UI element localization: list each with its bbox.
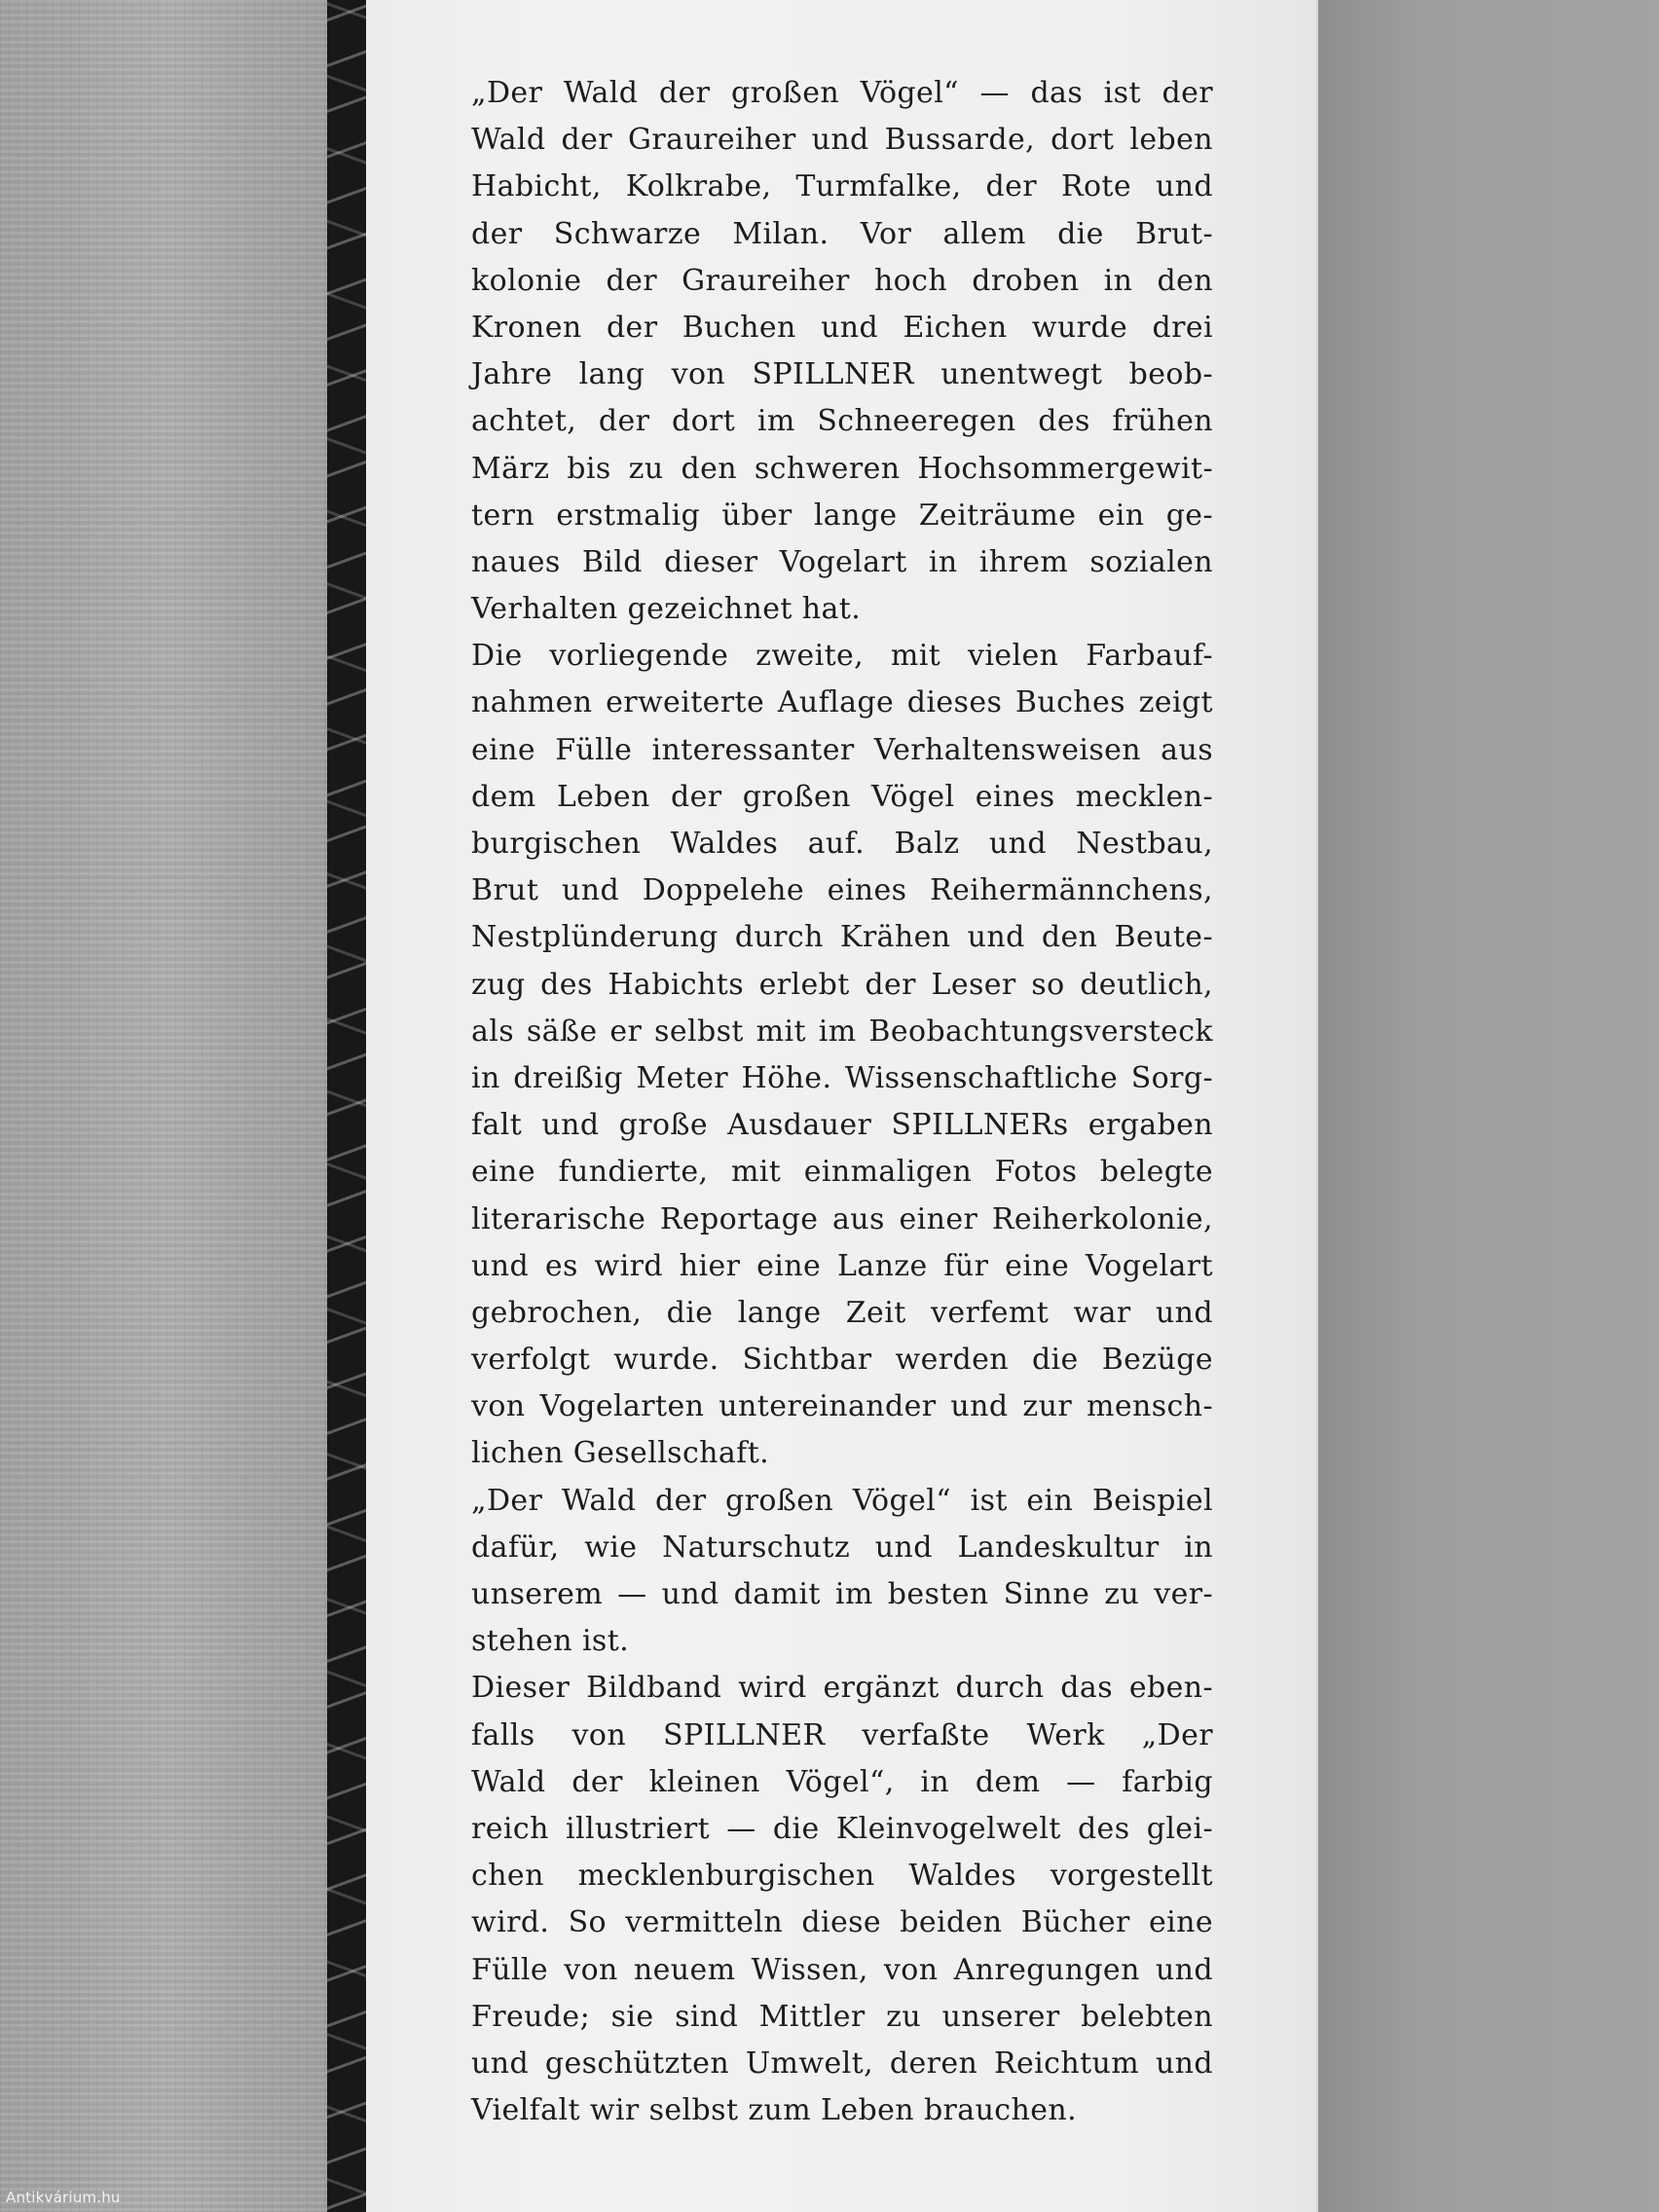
text-line: stehen ist. [471, 1624, 630, 1659]
text-line: lichen Gesellschaft. [471, 1436, 770, 1471]
text-line: chen mecklenburgischen Waldes vorgestellt [471, 1859, 1213, 1894]
background-board [0, 0, 327, 2212]
text-line: falt und große Ausdauer SPILLNERs ergaben [471, 1108, 1213, 1143]
text-line: Brut und Doppelehe eines Reihermännchens, [471, 873, 1213, 908]
background-right [1318, 0, 1659, 2212]
text-line: Verhalten gezeichnet hat. [471, 592, 862, 627]
text-line: der Schwarze Milan. Vor allem die Brut- [471, 216, 1213, 251]
paragraph [471, 1665, 1213, 2134]
book-cover-edge [327, 0, 366, 2212]
text-line: Dieser Bildband wird ergänzt durch das eben- [471, 1671, 1213, 1706]
text-line: zug des Habichts erlebt der Leser so deutlich, [471, 967, 1213, 1002]
text-line: Die vorliegende zweite, mit vielen Farbauf- [471, 639, 1213, 674]
text-line: nahmen erweiterte Auflage dieses Buches zeigt [471, 685, 1213, 720]
text-line: „Der Wald der großen Vögel“ — das ist der [471, 76, 1213, 110]
text-line: reich illustriert — die Kleinvogelwelt des glei- [471, 1811, 1213, 1846]
text-line: wird. So vermitteln diese beiden Bücher eine [471, 1905, 1213, 1940]
flap-text [471, 70, 1213, 2134]
text-line: Fülle von neuem Wissen, von Anregungen und [471, 1952, 1213, 1987]
text-line: Habicht, Kolkrabe, Turmfalke, der Rote und [471, 169, 1213, 204]
text-line: Freude; sie sind Mittler zu unserer belebten [471, 1999, 1213, 2034]
text-line: falls von SPILLNER verfaßte Werk „Der [471, 1717, 1213, 1752]
text-line: Wald der kleinen Vögel“, in dem — farbig [471, 1764, 1213, 1799]
paragraph [471, 70, 1213, 633]
text-line: tern erstmalig über lange Zeiträume ein ge- [471, 498, 1213, 533]
text-line: dafür, wie Naturschutz und Landeskultur in [471, 1530, 1213, 1565]
text-line: „Der Wald der großen Vögel“ ist ein Beispiel [471, 1483, 1213, 1518]
text-line: Kronen der Buchen und Eichen wurde drei [471, 310, 1213, 345]
watermark: Antikvárium.hu [6, 2189, 121, 2206]
text-line: und es wird hier eine Lanze für eine Vogelart [471, 1248, 1213, 1283]
text-line: Vielfalt wir selbst zum Leben brauchen. [471, 2093, 1078, 2128]
text-line: Jahre lang von SPILLNER unentwegt beob- [471, 357, 1213, 392]
text-line: kolonie der Graureiher hoch droben in den [471, 263, 1213, 298]
text-line: eine fundierte, mit einmaligen Fotos belegte [471, 1155, 1213, 1190]
text-line: in dreißig Meter Höhe. Wissenschaftliche Sorg- [471, 1060, 1213, 1095]
text-line: als säße er selbst mit im Beobachtungsversteck [471, 1014, 1213, 1049]
text-line: Nestplünderung durch Krähen und den Beute- [471, 920, 1213, 955]
text-line: literarische Reportage aus einer Reiherkolonie, [471, 1201, 1213, 1236]
text-line: burgischen Waldes auf. Balz und Nestbau, [471, 827, 1213, 861]
paragraph [471, 1478, 1213, 1666]
text-line: naues Bild dieser Vogelart in ihrem sozialen [471, 544, 1213, 579]
text-line: dem Leben der großen Vögel eines mecklen- [471, 779, 1213, 814]
text-line: eine Fülle interessanter Verhaltensweisen aus [471, 732, 1213, 767]
text-line: von Vogelarten untereinander und zur mensch- [471, 1389, 1213, 1424]
text-line: gebrochen, die lange Zeit verfemt war und [471, 1295, 1213, 1330]
text-line: achtet, der dort im Schneeregen des frühen [471, 404, 1213, 439]
paragraph [471, 633, 1213, 1477]
text-line: März bis zu den schweren Hochsommergewit- [471, 451, 1213, 486]
text-line: Wald der Graureiher und Bussarde, dort leben [471, 123, 1213, 158]
text-line: unserem — und damit im besten Sinne zu ver- [471, 1577, 1213, 1611]
text-line: und geschützten Umwelt, deren Reichtum und [471, 2046, 1213, 2081]
text-line: verfolgt wurde. Sichtbar werden die Bezüge [471, 1343, 1213, 1378]
